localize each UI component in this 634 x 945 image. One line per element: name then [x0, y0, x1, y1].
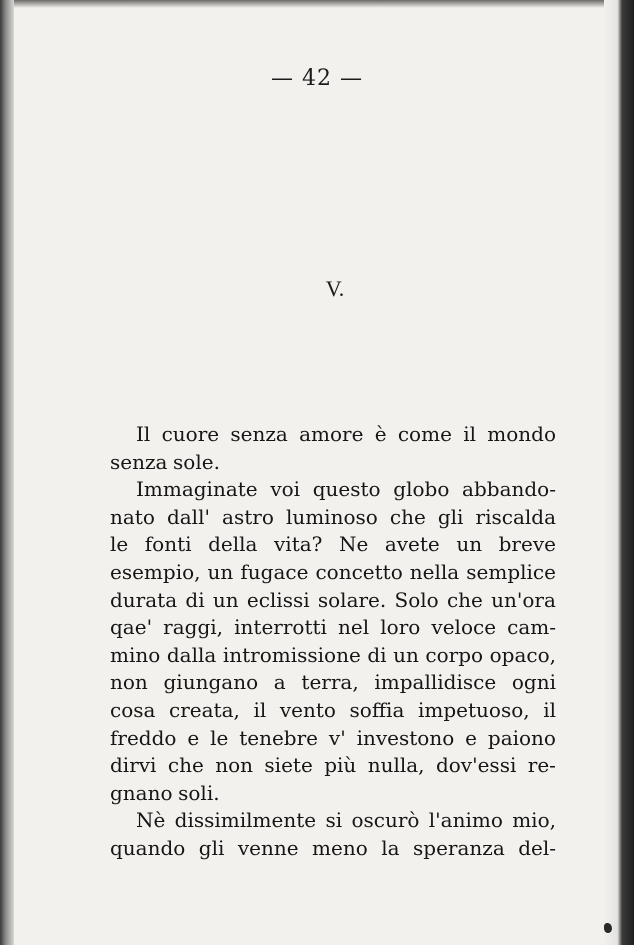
- word: che: [446, 587, 483, 612]
- word: avete: [384, 532, 440, 557]
- word: un: [393, 642, 419, 667]
- word: re-: [527, 753, 556, 778]
- text-line: [110, 504, 556, 532]
- word: un: [212, 587, 239, 612]
- word: concetto: [315, 559, 403, 584]
- word: speranza: [413, 835, 505, 860]
- word: cam-: [507, 615, 556, 640]
- text-line: [110, 476, 556, 504]
- word: giungano: [163, 670, 259, 695]
- word: breve: [498, 532, 556, 557]
- word: sole.: [173, 449, 220, 474]
- word: della: [208, 532, 258, 557]
- word: semplice: [466, 559, 556, 584]
- word: luminoso: [285, 504, 378, 529]
- word: gli: [437, 504, 464, 529]
- word: il: [253, 697, 267, 722]
- word: nato: [110, 504, 155, 529]
- word: vento: [279, 697, 336, 722]
- word: fonti: [144, 532, 192, 557]
- word: loro: [380, 615, 421, 640]
- page-top-edge: [0, 0, 634, 8]
- word: di: [185, 587, 205, 612]
- ink-speck: [604, 923, 612, 933]
- body-text: [110, 421, 556, 863]
- word: nulla,: [367, 753, 425, 778]
- word: senza: [110, 449, 168, 474]
- word: meno: [312, 835, 368, 860]
- word: è: [374, 422, 387, 446]
- text-line: [110, 669, 556, 697]
- word: le: [110, 532, 129, 557]
- word: gnano: [110, 780, 173, 805]
- word: durata: [110, 587, 178, 612]
- word: cuore: [161, 422, 220, 446]
- word: Ne: [338, 532, 369, 557]
- text-line: [110, 807, 556, 835]
- word: esempio,: [110, 559, 201, 584]
- word: un'ora: [491, 587, 556, 612]
- word: solare.: [317, 587, 387, 612]
- word: gli: [198, 835, 225, 860]
- page-right-edge: [604, 0, 634, 945]
- text-line: [110, 752, 556, 780]
- word: come: [397, 422, 452, 446]
- word: un: [456, 532, 483, 557]
- word: impallidisce: [374, 670, 497, 695]
- word: Nè: [136, 808, 166, 833]
- word: riscalda: [475, 504, 556, 529]
- word: che: [389, 504, 426, 529]
- word: cosa: [110, 697, 156, 722]
- word: il: [463, 422, 476, 446]
- word: vita?: [274, 532, 323, 557]
- word: che: [167, 753, 204, 778]
- binding-shadow: [0, 0, 14, 945]
- word: qae': [110, 615, 153, 640]
- word: Solo: [394, 587, 439, 612]
- word: Immaginate: [136, 477, 258, 502]
- word: terra,: [301, 670, 359, 695]
- word: dirvi: [110, 753, 157, 778]
- word: amore: [299, 422, 364, 446]
- word: dissimilmente: [174, 808, 317, 833]
- word: mondo: [487, 422, 556, 446]
- word: il: [543, 697, 556, 722]
- word: mio,: [512, 808, 556, 833]
- word: oscurò: [351, 808, 420, 833]
- word: nella: [409, 559, 460, 584]
- chapter-heading: V.: [325, 276, 345, 301]
- word: astro: [222, 504, 274, 529]
- word: le: [210, 725, 229, 750]
- word: dalla: [166, 642, 217, 667]
- word: v': [328, 725, 346, 750]
- word: del-: [518, 835, 556, 860]
- word: più: [324, 753, 357, 778]
- text-line: [110, 421, 556, 449]
- word: e: [465, 725, 477, 750]
- word: intromissione: [222, 642, 361, 667]
- word: siete: [264, 753, 313, 778]
- word: paiono: [487, 725, 556, 750]
- text-line: [110, 531, 556, 559]
- word: tenebre: [239, 725, 318, 750]
- page-number: — 42 —: [271, 66, 363, 91]
- word: veloce: [431, 615, 497, 640]
- word: freddo: [110, 725, 177, 750]
- word: quando: [110, 835, 186, 860]
- text-line: [110, 587, 556, 615]
- word: ogni: [511, 670, 556, 695]
- text-line: [110, 725, 556, 753]
- text-line: [110, 559, 556, 587]
- word: dall': [166, 504, 210, 529]
- word: interrotti: [234, 615, 327, 640]
- text-line: [110, 642, 556, 670]
- word: investono: [356, 725, 455, 750]
- text-line: [110, 449, 556, 477]
- word: corpo: [425, 642, 484, 667]
- word: soffia: [349, 697, 405, 722]
- word: di: [367, 642, 387, 667]
- word: abbando-: [462, 477, 556, 502]
- word: senza: [230, 422, 288, 446]
- word: non: [110, 670, 148, 695]
- word: soli.: [178, 780, 220, 805]
- word: eclissi: [246, 587, 310, 612]
- word: fugace: [240, 559, 309, 584]
- word: si: [325, 808, 343, 833]
- word: venne: [237, 835, 299, 860]
- word: creata,: [169, 697, 240, 722]
- text-line: [110, 835, 556, 863]
- word: mino: [110, 642, 161, 667]
- word: nel: [338, 615, 370, 640]
- word: questo: [312, 477, 381, 502]
- word: voi: [270, 477, 301, 502]
- text-line: [110, 780, 556, 808]
- word: la: [381, 835, 400, 860]
- word: un: [207, 559, 234, 584]
- word: Il: [136, 422, 151, 446]
- word: l'animo: [428, 808, 503, 833]
- word: dov'essi: [435, 753, 517, 778]
- word: impetuoso,: [417, 697, 530, 722]
- word: non: [215, 753, 254, 778]
- word: e: [187, 725, 200, 750]
- text-line: [110, 697, 556, 725]
- word: a: [273, 670, 286, 695]
- text-line: [110, 614, 556, 642]
- word: globo: [393, 477, 450, 502]
- word: raggi,: [163, 615, 224, 640]
- word: opaco,: [489, 642, 556, 667]
